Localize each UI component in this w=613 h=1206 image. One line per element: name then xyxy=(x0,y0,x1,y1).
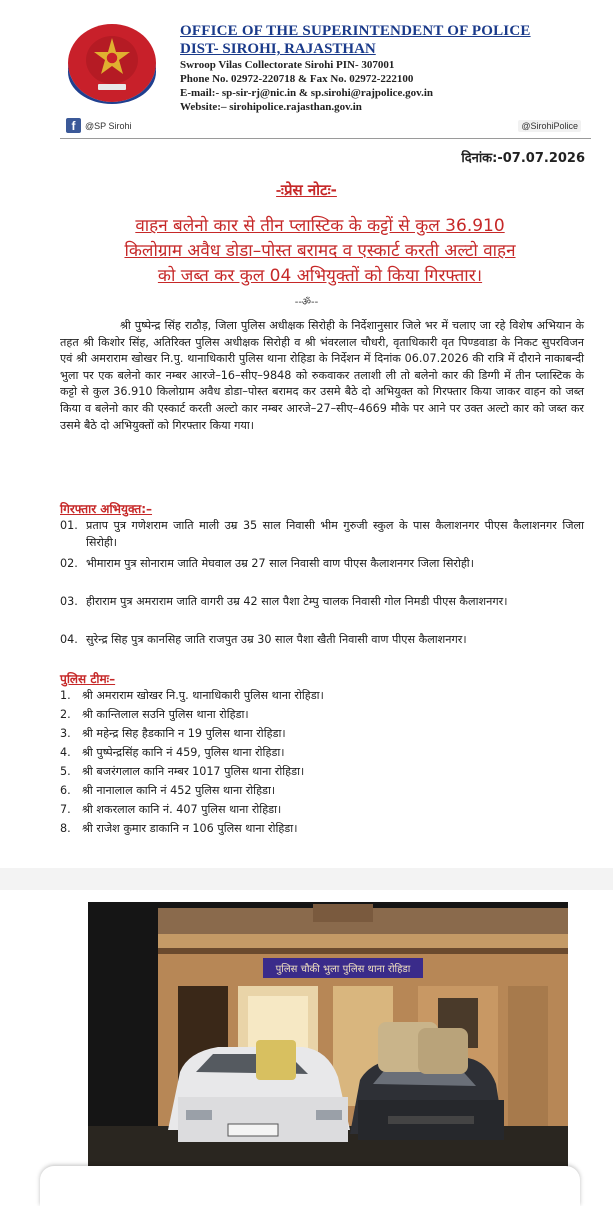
arrested-number: 04. xyxy=(60,633,78,646)
seized-vehicles-photo[interactable] xyxy=(88,902,568,1170)
arrested-item xyxy=(60,556,584,573)
email: E-mail:- sp-sir-rj@nic.in & sp.sirohi@rajpolice.gov.in xyxy=(180,87,433,99)
facebook-icon: f xyxy=(66,118,81,133)
press-note-title xyxy=(0,180,613,200)
team-number: 1. xyxy=(60,689,71,702)
arrested-item xyxy=(60,518,584,551)
team-number: 8. xyxy=(60,822,71,835)
arrested-number: 02. xyxy=(60,557,78,570)
district-title: DIST- SIROHI, RAJASTHAN xyxy=(180,41,376,57)
header-divider xyxy=(60,138,591,139)
bottom-sheet xyxy=(40,1166,580,1206)
office-title: OFFICE OF THE SUPERINTENDENT OF POLICE xyxy=(180,23,531,39)
team-text: श्री शकरलाल कानि नं. 407 पुलिस थाना रोहिडा। xyxy=(82,803,282,816)
date: दिनांक:-07.07.2026 xyxy=(461,151,585,166)
headline xyxy=(60,214,580,289)
team-member xyxy=(60,745,285,761)
headline-line-2: किलोग्राम अवैध डोडा–पोस्त बरामद व एस्कार्ट करती अल्टो वाहन xyxy=(124,241,516,261)
website: Website:– sirohipolice.rajasthan.gov.in xyxy=(180,101,362,113)
team-number: 6. xyxy=(60,784,71,797)
arrested-text: प्रताप पुत्र गणेशराम जाति माली उम्र 35 साल निवासी भीम गुरुजी स्कुल के पास कैलाशनगर पीएस कैलाशनगर जिला सिरोही। xyxy=(86,519,584,549)
team-text: श्री राजेश कुमार डाकानि न 106 पुलिस थाना रोहिडा। xyxy=(82,822,298,835)
arrested-number: 01. xyxy=(60,519,78,532)
phone-fax: Phone No. 02972-220718 & Fax No. 02972-222100 xyxy=(180,73,414,85)
address: Swroop Vilas Collectorate Sirohi PIN- 307001 xyxy=(180,59,395,71)
body-paragraph: श्री पुष्पेन्द्र सिंह राठौड़, जिला पुलिस अधीक्षक सिरोही के निर्देशानुसार जिले भर में चलाए जा रहे विशेष अभियान के तहत श्री किशोर सिंह, अतिरिक्त पुलिस अधीक्षक सिरोही व श्री भंवरलाल चौधरी, वृताधिकारी वृत पिण्डवाडा के निकट सुपरविजन एवं श्री अमराराम खोखर नि.पु. थानाधिकारी पुलिस थाना रोहिडा के निर्देशन में दिनांक 06.07.2026 की रात्रि में दौराने नाकाबन्दी भुला पर एक बलेनो कार नम्बर आरजे–16–सीए–9848 को रुकवाकर तलाशी ली तो बलेनो कार की डिग्गी में तीन प्लास्टिक के कट्टो से कुल 36.910 किलोग्राम अवैध डोडा–पोस्त बरामद कर उसमे बैठे दो अभियुक्त को गिरफ्तार किया जाकर वाहन को जब्त किया व बलेनो कार की एस्कार्ट करती अल्टो कार नम्बर आरजे–27–सीए–4669 मौके पर आने पर उक्त अल्टो कार को जब्त कर उसमे बैठे दो अभियुक्तों को गिरफ्तार किया गया। xyxy=(60,319,584,432)
police-post-sign: पुलिस चौकी भुला पुलिस थाना रोहिडा xyxy=(275,964,411,975)
rajasthan-police-logo-icon xyxy=(66,22,158,104)
press-note-text: -ःप्रेस नोटः- xyxy=(276,181,337,199)
team-member xyxy=(60,688,324,704)
team-member xyxy=(60,707,249,723)
team-text: श्री महेन्द्र सिह हैडकानि न 19 पुलिस थाना रोहिडा। xyxy=(82,727,286,740)
arrested-number: 03. xyxy=(60,595,78,608)
team-text: श्री बजरंगलाल कानि नम्बर 1017 पुलिस थाना रोहिडा। xyxy=(82,765,305,778)
arrested-item xyxy=(60,632,584,649)
facebook-handle-text: @SP Sirohi xyxy=(85,120,132,131)
team-member xyxy=(60,802,281,818)
headline-line-3: को जब्त कर कुल 04 अभियुक्तों को किया गिरफ्तार। xyxy=(157,266,483,286)
letterhead xyxy=(180,22,600,114)
arrested-text: हीराराम पुत्र अमराराम जाति वागरी उम्र 42 साल पैशा टेम्पु चालक निवासी गोल निमडी पीएस कैलाशनगर। xyxy=(86,595,508,608)
facebook-handle xyxy=(66,118,132,133)
team-number: 7. xyxy=(60,803,71,816)
team-member xyxy=(60,783,275,799)
team-text: श्री पुष्पेन्द्रसिंह कानि नं 459, पुलिस थाना रोहिडा। xyxy=(82,746,285,759)
team-number: 5. xyxy=(60,765,71,778)
team-text: श्री नानालाल कानि नं 452 पुलिस थाना रोहिडा। xyxy=(82,784,276,797)
team-number: 2. xyxy=(60,708,71,721)
page-gap xyxy=(0,868,613,890)
team-member xyxy=(60,764,304,780)
team-text: श्री अमराराम खोखर नि.पु. थानाधिकारी पुलिस थाना रोहिडा। xyxy=(82,689,324,702)
twitter-handle: @SirohiPolice xyxy=(518,120,581,132)
photo-illustration xyxy=(88,902,568,1170)
team-member xyxy=(60,726,286,742)
team-text: श्री कान्तिलाल सउनि पुलिस थाना रोहिडा। xyxy=(82,708,249,721)
team-number: 3. xyxy=(60,727,71,740)
arrested-heading: गिरफ्तार अभियुक्त:– xyxy=(60,502,153,516)
team-member xyxy=(60,821,297,837)
team-number: 4. xyxy=(60,746,71,759)
arrested-item xyxy=(60,594,584,611)
headline-line-1: वाहन बलेनो कार से तीन प्लास्टिक के कट्टों से कुल 36.910 xyxy=(135,216,505,236)
ornament-separator: --ॐ-- xyxy=(294,297,319,308)
police-team-heading: पुलिस टीमः– xyxy=(60,672,116,686)
arrested-text: सुरेन्द्र सिह पुत्र कानसिह जाति राजपुत उम्र 30 साल पैशा खैती निवासी वाण पीएस कैलाशनगर। xyxy=(86,633,467,646)
arrested-text: भीमाराम पुत्र सोनाराम जाति मेघवाल उम्र 27 साल निवासी वाण पीएस कैलाशनगर जिला सिरोही। xyxy=(86,557,474,570)
